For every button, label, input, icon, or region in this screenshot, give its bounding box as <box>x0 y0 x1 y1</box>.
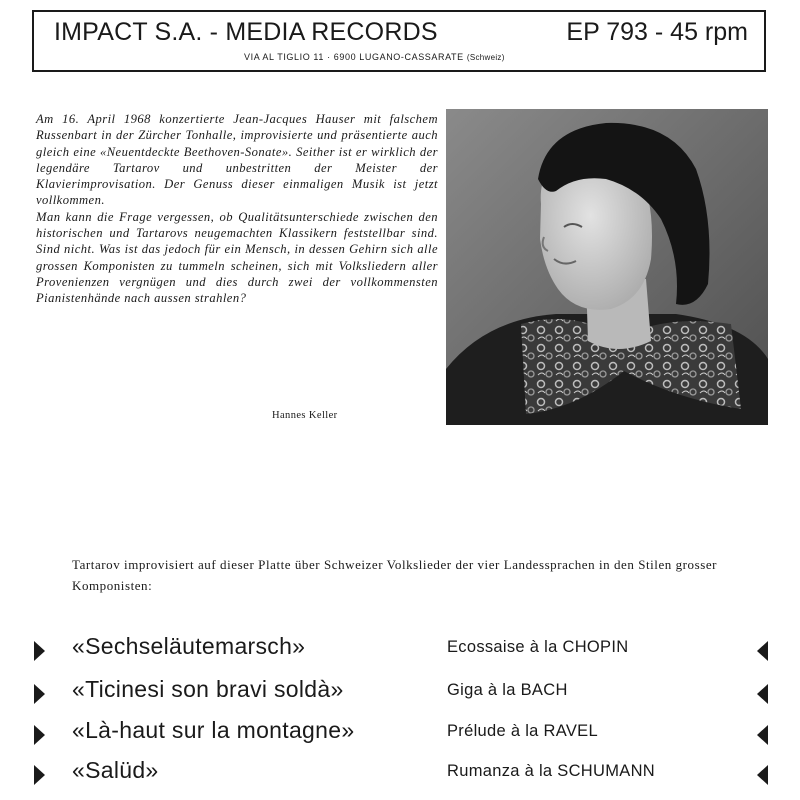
track-title: «Sechseläutemarsch» <box>72 633 306 659</box>
arrow-left-icon <box>757 641 768 661</box>
track-row <box>0 632 800 666</box>
track-title: «Ticinesi son bravi soldà» <box>72 676 344 702</box>
pianist-portrait-photo <box>446 109 768 425</box>
catalog-number: EP 793 - 45 rpm <box>566 18 748 46</box>
address-line: VIA AL TIGLIO 11 · 6900 LUGANO-CASSARATE <box>244 52 464 62</box>
track-style: Giga à la BACH <box>447 681 568 699</box>
liner-paragraph-2: Man kann die Frage vergessen, ob Qualitätsunterschiede zwischen den historischen und Tartarovs neugemachten Klassikern feststellbar sind. Sind nicht. Was ist das jedoch für ein Mensch, in dessen Gehirn sich alle grossen Komponisten zu tummeln scheinen, sich mit Volksliedern aller Provenienzen vergnügen und dies durch zwei der vollkommensten Pianistenhände nach aussen strahlen? <box>36 209 438 306</box>
track-style: Rumanza à la SCHUMANN <box>447 762 656 780</box>
track-row <box>0 716 800 750</box>
play-arrow-right-icon <box>34 725 45 745</box>
play-arrow-right-icon <box>34 641 45 661</box>
label-name: IMPACT S.A. - MEDIA RECORDS <box>54 18 438 46</box>
track-row <box>0 675 800 709</box>
play-arrow-right-icon <box>34 684 45 704</box>
arrow-left-icon <box>757 725 768 745</box>
track-row <box>0 756 800 790</box>
label-address <box>244 52 505 62</box>
address-country: (Schweiz) <box>466 53 505 62</box>
track-title: «Salüd» <box>72 757 159 783</box>
arrow-left-icon <box>757 684 768 704</box>
album-intro-text: Tartarov improvisiert auf dieser Platte über Schweizer Volkslieder der vier Landessprachen in den Stilen grosser Komponisten: <box>72 557 718 593</box>
play-arrow-right-icon <box>34 765 45 785</box>
track-style: Prélude à la RAVEL <box>447 722 598 740</box>
liner-author: Hannes Keller <box>272 410 338 421</box>
track-title: «Là-haut sur la montagne» <box>72 717 355 743</box>
record-label-header <box>32 10 766 72</box>
track-style: Ecossaise à la CHOPIN <box>447 638 629 656</box>
liner-paragraph-1: Am 16. April 1968 konzertierte Jean-Jacques Hauser mit falschem Russenbart in der Zürcher Tonhalle, improvisierte und präsentierte auch gleich eine «Neuentdeckte Beethoven-Sonate». Seither ist er wirklich der legendäre Tartarov und unbestritten der Meister der Klavierimprovisation. Der Genuss dieser einmaligen Musik ist jetzt vollkommen. <box>36 112 438 208</box>
arrow-left-icon <box>757 765 768 785</box>
liner-notes <box>36 111 438 307</box>
